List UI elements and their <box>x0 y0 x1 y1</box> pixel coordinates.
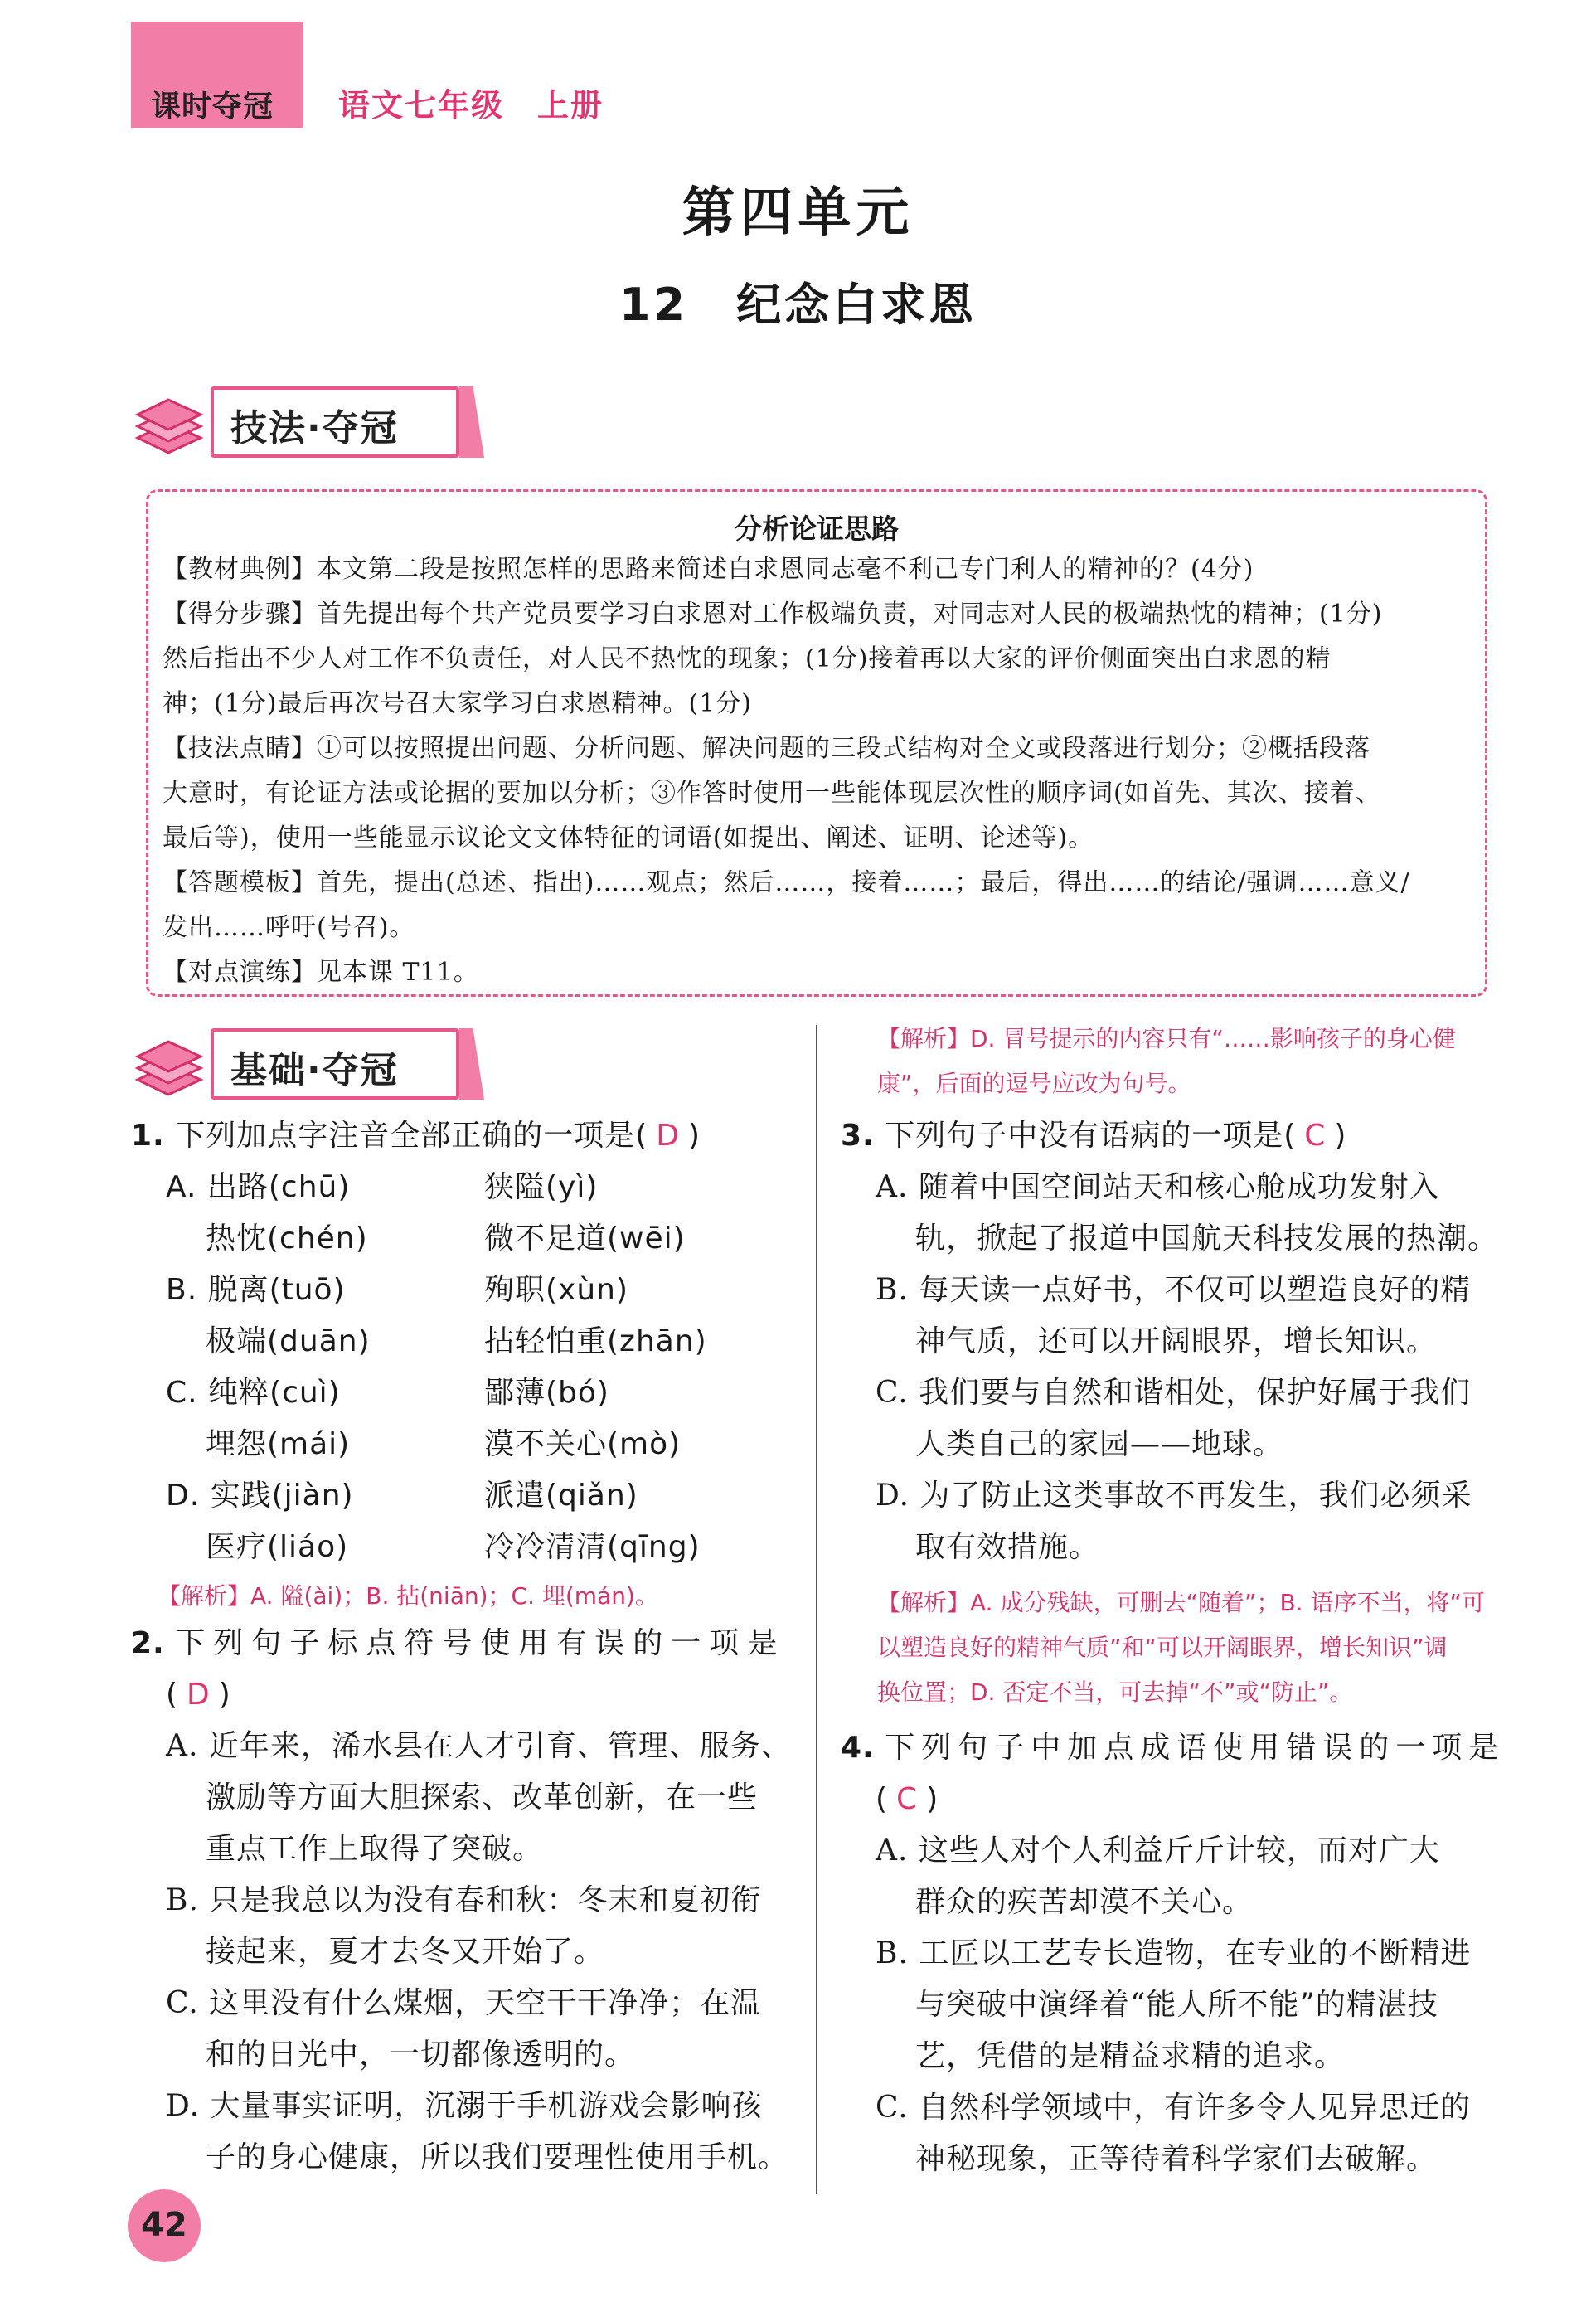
method-line: 最后等)，使用一些能显示议论文文体特征的词语(如提出、阐述、证明、论述等)。 <box>163 823 1094 853</box>
question-number: 4. <box>841 1731 875 1765</box>
column-divider <box>816 1025 817 2194</box>
books-icon <box>131 390 206 459</box>
option-text: C. 纯粹(cuì) <box>166 1376 341 1410</box>
option-text: 漠不关心(mò) <box>484 1427 682 1461</box>
answer: D <box>187 1678 211 1712</box>
question-4 <box>841 1723 1505 1773</box>
option-text: A. 出路(chū) <box>166 1170 351 1204</box>
method-line: 大意时，有论证方法或论据的要加以分析；③作答时使用一些能体现层次性的顺序词(如首先、其次、接着、 <box>163 779 1381 808</box>
question-close: ) <box>687 1119 701 1153</box>
option-line: C. 这里没有什么煤烟，天空干干净净；在温 <box>166 1986 762 2020</box>
method-line: 【技法点睛】①可以按照提出问题、分析问题、解决问题的三段式结构对全文或段落进行划分；②概括段落 <box>163 734 1370 763</box>
question-number: 3. <box>841 1119 875 1153</box>
question-close: ) <box>926 1782 939 1816</box>
option-line: D. 大量事实证明，沉溺于手机游戏会影响孩 <box>166 2089 763 2123</box>
option-text: 拈轻怕重(zhān) <box>484 1324 707 1358</box>
option-text: 狭隘(yì) <box>484 1170 599 1204</box>
option-line: 轨，掀起了报道中国航天科技发展的热潮。 <box>915 1222 1499 1256</box>
question-2 <box>131 1619 785 1669</box>
option-line: 激励等方面大胆探索、改革创新，在一些 <box>206 1780 759 1814</box>
books-icon <box>131 1032 206 1101</box>
option-line: 艺，凭借的是精益求精的追求。 <box>915 2039 1346 2073</box>
option-text: B. 脱离(tuō) <box>166 1273 346 1307</box>
method-line: 【得分步骤】首先提出每个共产党员要学习白求恩对工作极端负责，对同志对人民的极端热忱的精神；(1分) <box>163 600 1383 629</box>
method-line: 然后指出不少人对工作不负责任，对人民不热忱的现象；(1分)接着再以大家的评价侧面突出白求恩的精 <box>163 644 1332 673</box>
question-stem: 下列句子中加点成语使用错误的一项是 <box>885 1731 1506 1765</box>
question-close: ) <box>218 1678 231 1712</box>
option-text: D. 实践(jiàn) <box>166 1479 354 1513</box>
option-line: 和的日光中，一切都像透明的。 <box>206 2038 636 2072</box>
unit-title: 第四单元 <box>682 182 914 244</box>
method-title: 分析论证思路 <box>735 512 899 545</box>
answer: C <box>1304 1119 1327 1153</box>
answer: D <box>656 1119 680 1153</box>
question-open: ( <box>876 1782 889 1816</box>
option-text: 鄙薄(bó) <box>484 1376 609 1410</box>
section-banner-basics <box>131 1028 479 1105</box>
analysis-note: 换位置；D. 否定不当，可去掉“不”或“防止”。 <box>877 1678 1353 1706</box>
lesson-title: 12 纪念白求恩 <box>619 279 977 331</box>
option-text: 热忱(chén) <box>206 1222 368 1256</box>
option-line: D. 为了防止这类事故不再发生，我们必须采 <box>876 1479 1472 1513</box>
option-text: 埋怨(mái) <box>206 1427 351 1461</box>
option-text: 极端(duān) <box>206 1324 371 1358</box>
header-subject: 语文七年级 上册 <box>338 87 604 124</box>
question-stem: 下列句子中没有语病的一项是( <box>885 1119 1297 1153</box>
option-line: C. 我们要与自然和谐相处，保护好属于我们 <box>876 1376 1472 1410</box>
analysis-note: 以塑造良好的精神气质”和“可以开阔眼界，增长知识”调 <box>877 1634 1448 1661</box>
option-line: B. 每天读一点好书，不仅可以塑造良好的精 <box>876 1273 1472 1307</box>
analysis-note: 【解析】D. 冒号提示的内容只有“……影响孩子的身心健 <box>877 1025 1456 1052</box>
question-stem: 下列句子标点符号使用有误的一项是 <box>175 1626 786 1660</box>
method-line: 【答题模板】首先，提出(总述、指出)……观点；然后……，接着……；最后，得出……的结论/强调……意义/ <box>163 868 1410 897</box>
option-text: 医疗(liáo) <box>206 1530 349 1564</box>
question-3 <box>841 1111 1346 1161</box>
question-2-answer-line <box>166 1670 231 1720</box>
question-number: 2. <box>131 1626 165 1660</box>
analysis-note: 【解析】A. 隘(ài)；B. 拈(niān)；C. 埋(mán)。 <box>158 1582 658 1610</box>
option-text: 殉职(xùn) <box>484 1273 629 1307</box>
question-close: ) <box>1334 1119 1347 1153</box>
option-line: A. 这些人对个人利益斤斤计较，而对广大 <box>876 1834 1440 1868</box>
option-line: 接起来，夏才去冬又开始了。 <box>206 1935 605 1969</box>
analysis-note: 康”，后面的逗号应改为句号。 <box>877 1070 1191 1097</box>
option-text: 派遣(qiǎn) <box>484 1479 638 1513</box>
question-number: 1. <box>131 1119 165 1153</box>
header-tag: 课时夺冠 <box>151 90 274 124</box>
page-number: 42 <box>141 2206 187 2244</box>
method-line: 发出……呼吁(号召)。 <box>163 913 415 942</box>
option-line: 取有效措施。 <box>915 1530 1100 1564</box>
option-line: B. 只是我总以为没有春和秋：冬末和夏初衔 <box>166 1883 762 1917</box>
option-line: 神秘现象，正等待着科学家们去破解。 <box>915 2142 1438 2176</box>
option-text: 微不足道(wēi) <box>484 1222 686 1256</box>
option-line: 子的身心健康，所以我们要理性使用手机。 <box>206 2140 789 2174</box>
method-line: 神；(1分)最后再次号召大家学习白求恩精神。(1分) <box>163 689 752 718</box>
option-line: C. 自然科学领域中，有许多令人见异思迁的 <box>876 2091 1472 2125</box>
option-line: 重点工作上取得了突破。 <box>206 1832 544 1866</box>
option-line: A. 近年来，浠水县在人才引育、管理、服务、 <box>166 1729 792 1763</box>
option-line: B. 工匠以工艺专长造物，在专业的不断精进 <box>876 1936 1472 1970</box>
answer: C <box>896 1782 919 1816</box>
option-line: 群众的疾苦却漠不关心。 <box>915 1885 1254 1919</box>
method-line: 【对点演练】见本课 T11。 <box>163 958 479 987</box>
option-line: 与突破中演绎着“能人所不能”的精湛技 <box>915 1988 1438 2022</box>
question-open: ( <box>166 1678 179 1712</box>
question-stem: 下列加点字注音全部正确的一项是( <box>175 1119 648 1153</box>
section-title: 基础·夺冠 <box>230 1049 399 1091</box>
question-4-answer-line <box>876 1775 939 1824</box>
section-banner-technique <box>131 386 479 463</box>
analysis-note: 【解析】A. 成分残缺，可删去“随着”；B. 语序不当，将“可 <box>877 1589 1485 1616</box>
option-line: 神气质，还可以开阔眼界，增长知识。 <box>915 1324 1438 1358</box>
section-title: 技法·夺冠 <box>230 407 399 449</box>
option-line: 人类自己的家园——地球。 <box>915 1427 1284 1461</box>
option-line: A. 随着中国空间站天和核心舱成功发射入 <box>876 1170 1440 1204</box>
method-line: 【教材典例】本文第二段是按照怎样的思路来简述白求恩同志毫不利己专门利人的精神的？(4分) <box>163 555 1254 584</box>
option-text: 冷冷清清(qīng) <box>484 1530 701 1564</box>
question-1 <box>131 1111 701 1161</box>
